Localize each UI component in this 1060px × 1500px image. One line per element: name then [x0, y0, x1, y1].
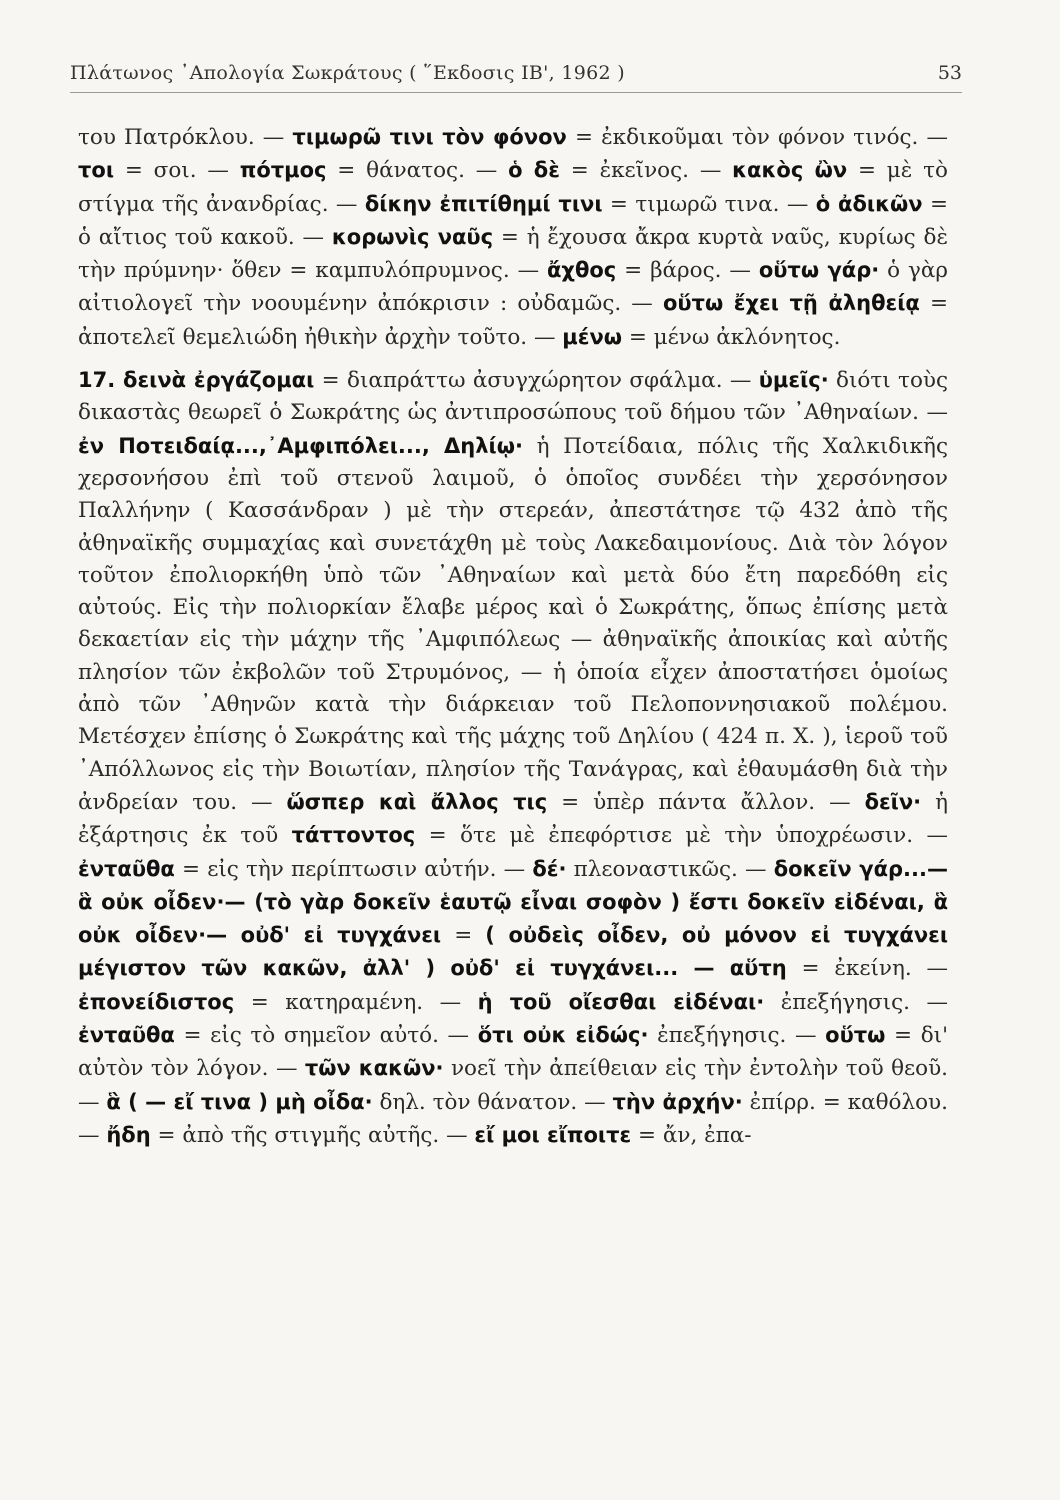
gloss-text: = μὲ τὸ στίγμα τῆς ἀνανδρίας. — — [78, 158, 948, 217]
lemma: ἐνταῦθα — [78, 1023, 175, 1048]
lemma: τοι — [78, 158, 115, 183]
gloss-text: = ἀπὸ τῆς στιγμῆς αὐτῆς. — — [150, 1122, 475, 1148]
gloss-text: ἡ ἐξάρτησις ἐκ τοῦ — [78, 789, 948, 849]
gloss-text: του Πατρόκλου. — — [78, 125, 293, 150]
lemma: εἴ μοι εἴποιτε — [474, 1122, 632, 1147]
lemma: ( οὐδεὶς οἶδεν, οὐ μόνον εἰ τυγχάνει μέγιστον τῶν κακῶν, ἀλλ' ) οὐδ' εἰ τυγχάνει... — αὕτη — [78, 923, 949, 981]
lemma: δεῖν· — [864, 789, 922, 814]
lemma: τὴν ἀρχήν· — [612, 1089, 743, 1114]
gloss-text: ἐπεξήγησις. — — [648, 1023, 826, 1049]
lemma: ἐν Ποτειδαίᾳ...,᾿Αμφιπόλει..., Δηλίῳ· — [78, 433, 523, 458]
gloss-text: πλεοναστικῶς. — — [566, 856, 774, 882]
lemma: δίκην ἐπιτίθημί τινι — [364, 191, 603, 216]
lemma: τάττοντος — [291, 823, 416, 848]
lemma: ὅτι οὐκ εἰδώς· — [477, 1023, 649, 1048]
lemma: οὕτω ἔχει τῇ ἀληθείᾳ — [662, 291, 920, 316]
lemma: τῶν κακῶν· — [304, 1056, 444, 1081]
lemma: ἄχθος — [546, 258, 617, 283]
paragraph-2-section-17 — [78, 364, 948, 1152]
lemma: μένω — [562, 324, 622, 349]
gloss-text: = τιμωρῶ τινα. — — [602, 191, 816, 217]
gloss-text: = εἰς τὸ σημεῖον αὐτό. — — [174, 1023, 478, 1049]
lemma: ὑμεῖς· — [758, 368, 829, 393]
gloss-text: = ἄν, ἐπα- — [631, 1122, 752, 1148]
gloss-text: = δι' αὐτὸν τὸν λόγον. — — [78, 1023, 948, 1082]
lemma: 17. — [78, 368, 124, 393]
lemma: ὁ δὲ — [508, 158, 560, 183]
paragraph-1 — [78, 121, 948, 354]
gloss-text: = ἡ ἔχουσα ἄκρα κυρτὰ ναῦς, κυρίως δὲ τὴν πρύμνην· ὅθεν = καμπυλόπρυμνος. — — [78, 224, 948, 284]
gloss-text: = κατηραμένη. — — [234, 989, 478, 1015]
gloss-text: ἡ Ποτείδαια, πόλις τῆς Χαλκιδικῆς χερσονήσου ἐπὶ τοῦ στενοῦ λαιμοῦ, ὁ ὁποῖος συνδέει τὴν χερσόνησον Παλλήνην ( Κασσάνδραν ) μὲ τὴν στερεάν, ἀπεστάτησε τῷ 432 ἀπὸ τῆς ἀθηναϊκῆς συμμαχίας καὶ συνετάχθη μὲ τοὺς Λακεδαιμονίους. Διὰ τὸν λόγον τοῦτον ἐπολιορκήθη ὑπὸ τῶν ᾿Αθηναίων καὶ μετὰ δύο ἔτη παρεδόθη εἰς αὐτούς. Εἰς τὴν πολιορκίαν ἔλαβε μέρος καὶ ὁ Σωκράτης, ὅπως ἐπίσης μετὰ δεκαετίαν εἰς τὴν μάχην τῆς ᾿Αμφιπόλεως — ἀθηναϊκῆς ἀποικίας καὶ αὐτῆς πλησίον τῶν ἐκβολῶν τοῦ Στρυμόνος, — ἡ ὁποία εἶχεν ἀποστατήσει ὁμοίως ἀπὸ τῶν ᾿Αθηνῶν κατὰ τὴν διάρκειαν τοῦ Πελοποννησιακοῦ πολέμου. Μετέσχεν ἐπίσης ὁ Σωκράτης καὶ τῆς μάχης τοῦ Δηλίου ( 424 π. Χ. ), ἱεροῦ τοῦ ᾿Απόλλωνος εἰς τὴν Βοιωτίαν, πλησίον τῆς Τανάγρας, καὶ ἐθαυμάσθη διὰ τὴν ἀνδρείαν του. — — [78, 433, 948, 815]
gloss-text: δηλ. τὸν θάνατον. — — [372, 1089, 613, 1115]
lemma: ἐπονείδιστος — [78, 989, 235, 1014]
gloss-text: = μένω ἀκλόνητος. — [622, 324, 841, 350]
gloss-text: = σοι. — — [114, 158, 240, 184]
lemma: δεινὰ ἐργάζομαι — [123, 368, 315, 393]
gloss-text: = ἐκείνη. — — [786, 956, 948, 982]
gloss-text: ἐπίρρ. = καθόλου. — — [78, 1089, 948, 1148]
gloss-text: = βάρος. — — [616, 258, 759, 284]
lemma: ἡ τοῦ οἴεσθαι εἰδέναι· — [477, 989, 765, 1014]
page-number: 53 — [937, 62, 962, 84]
lemma: ἐνταῦθα — [78, 856, 175, 881]
gloss-text: = θάνατος. — — [326, 158, 509, 184]
lemma: τιμωρῶ τινι τὸν φόνον — [292, 125, 567, 149]
gloss-text: νοεῖ τὴν ἀπείθειαν εἰς τὴν ἐντολὴν τοῦ θεοῦ. — — [78, 1056, 948, 1115]
gloss-text: = ἐκεῖνος. — — [559, 158, 733, 184]
gloss-text: = ὅτε μὲ ἐπεφόρτισε μὲ τὴν ὑποχρέωσιν. — — [415, 823, 948, 849]
gloss-text: = ἀποτελεῖ θεμελιώδη ἠθικὴν ἀρχὴν τοῦτο. — — [78, 291, 948, 350]
gloss-text: ὁ γὰρ αἰτιολογεῖ τὴν νοουμένην ἀπόκρισιν : οὐδαμῶς. — — [78, 258, 948, 317]
commentary-body — [78, 121, 948, 1152]
gloss-text: = διαπράττω ἀσυγχώρητον σφάλμα. — — [314, 368, 759, 394]
lemma: ἤδη — [106, 1122, 151, 1147]
lemma: κορωνὶς ναῦς — [331, 224, 494, 249]
gloss-text: διότι τοὺς δικαστὰς θεωρεῖ ὁ Σωκράτης ὡς ἀντιπροσώπους τοῦ δήμου τῶν ᾿Αθηναίων. — — [78, 368, 948, 426]
gloss-text: ἐπεξήγησις. — — [764, 989, 949, 1015]
gloss-text: = — [441, 923, 486, 949]
lemma: πότμος — [239, 158, 327, 183]
lemma: ὥσπερ καὶ ἄλλος τις — [286, 789, 548, 814]
lemma: ἃ ( — εἴ τινα ) μὴ οἶδα· — [106, 1089, 373, 1114]
gloss-text: = ὑπὲρ πάντα ἄλλον. — — [547, 789, 865, 815]
lemma: δοκεῖν γάρ...—ἃ οὐκ οἶδεν·— (τὸ γὰρ δοκεῖν ἑαυτῷ εἶναι σοφὸν ) ἔστι δοκεῖν εἰδέναι, ἃ οὐκ οἶδεν·— οὐδ' εἰ τυγχάνει — [78, 856, 948, 948]
gloss-text: = ὁ αἴτιος τοῦ κακοῦ. — — [78, 191, 948, 250]
lemma: δέ· — [532, 856, 567, 881]
lemma: κακὸς ὢν — [732, 158, 848, 183]
running-head-title: Πλάτωνος ᾿Απολογία Σωκράτους ( ῞Εκδοσις ΙΒ', 1962 ) — [70, 62, 625, 84]
gloss-text: = ἐκδικοῦμαι τὸν φόνον τινός. — — [566, 125, 949, 150]
running-head — [70, 62, 962, 93]
gloss-text: = εἰς τὴν περίπτωσιν αὐτήν. — — [174, 856, 533, 882]
lemma: οὕτω γάρ· — [758, 258, 880, 283]
lemma: ὁ ἀδικῶν — [815, 191, 923, 216]
lemma: οὕτω — [825, 1023, 886, 1048]
